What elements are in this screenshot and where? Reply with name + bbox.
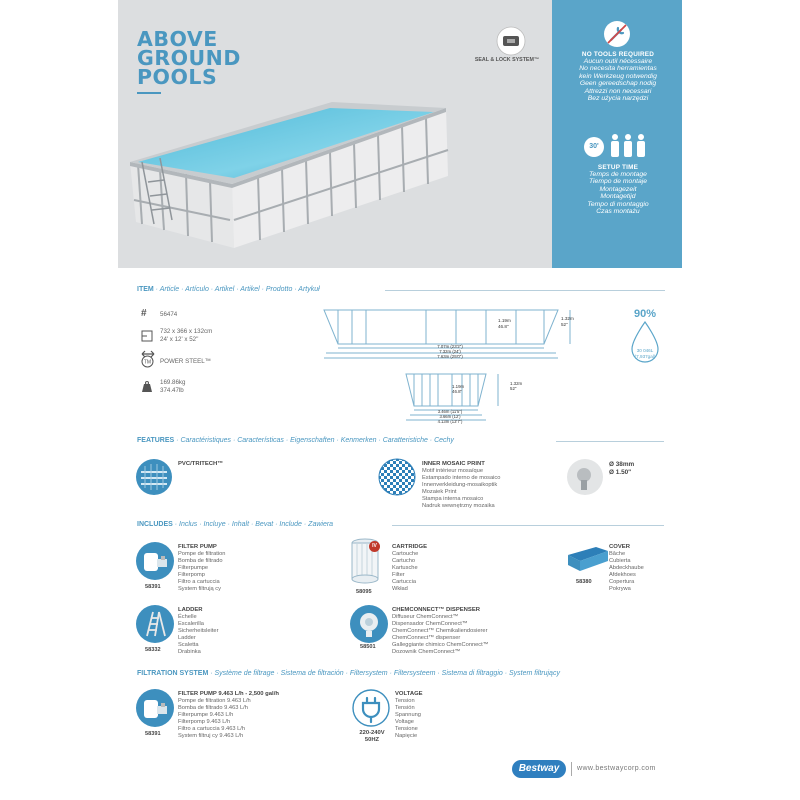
power-plug-icon [351, 688, 391, 728]
cover-code: 58380 [576, 579, 592, 585]
bottom-outer-height: 1.32m 52" [510, 381, 523, 392]
cartridge-title: CARTRIDGE [392, 544, 428, 550]
top-widths: 7.07m (23'2") 7.32m (24') 7.63m (25'0") [437, 344, 463, 359]
features-header-rule [556, 441, 664, 442]
chemconnect-dispenser-image [349, 604, 389, 644]
no-tools-block: NO TOOLS REQUIRED Aucun outil nécessaire No necesita herramientas kein Werkzeug notwendig Geen gereedschap nodig Attrezzi non necessari Bez użycia narzędzi [579, 51, 657, 103]
bestway-logo: Bestway [512, 760, 566, 778]
filtration-pump-title: FILTER PUMP 9.463 L/h - 2,500 gal/h [178, 691, 279, 697]
mosaic-translations: Motif intérieur mosaïque Estampado interno de mosaico Innenverkleidung-mosaikoptik Mozaiek Print Stampa interna mosaico Nadruk wewnętrzny mozaika [422, 468, 501, 509]
footer-divider [571, 762, 572, 776]
ladder-translations: Échelle Escalerilla Sicherheitsleiter Ladder Scaletta Drabinka [178, 614, 219, 655]
mosaic-title: INNER MOSAIC PRINT [422, 461, 485, 467]
trademark-icon [141, 355, 154, 368]
fill-percentage: 90% [634, 308, 657, 320]
filter-pump-translations: Pompe de filtration Bomba de filtrado Filterpumpe Filterpomp Filtro a cartuccia System filtrują cy [178, 551, 226, 592]
ladder-code: 58332 [145, 647, 161, 653]
cover-title: COVER [609, 544, 630, 550]
pvc-title: PVC/TRITECH™ [178, 461, 224, 467]
item-weight: 169.86kg 374.47lb [160, 379, 186, 394]
filtration-section-header: FILTRATION SYSTEM · Système de filtrage · Sistema de filtración · Filtersystem · Filtersysteem · Sistema di filtraggio · System filtrujący [137, 670, 560, 677]
item-dimensions: 732 x 366 x 132cm 24' x 12' x 52'' [160, 328, 213, 343]
ladder-title: LADDER [178, 607, 203, 613]
chemconnect-code: 58501 [360, 644, 376, 650]
hero-title: ABOVE GROUND POOLS [137, 27, 241, 89]
bottom-inner-height: 1.19m 46.8" [452, 384, 465, 395]
cover-image [566, 543, 610, 577]
pool-illustration [130, 100, 450, 260]
filtration-pump-image [135, 688, 175, 728]
title-underline [137, 92, 161, 94]
filtration-pump-code: 58391 [145, 731, 161, 737]
includes-header-rule [392, 525, 664, 526]
cartridge-code: 58095 [356, 589, 372, 595]
people-icon [608, 133, 648, 159]
item-section-header: ITEM · Article · Artículo · Artikel · Artikel · Prodotto · Artykuł [137, 286, 320, 293]
setup-time-badge: 30' [584, 137, 604, 157]
item-header-rule [385, 290, 665, 291]
pvc-material-image [135, 458, 173, 496]
top-inner-height: 1.19m 46.8" [498, 318, 511, 329]
no-tools-icon [603, 20, 631, 48]
chemconnect-translations: Diffuseur ChemConnect™ Dispensador ChemConnect™ ChemConnect™ Chemikaliendosierer ChemConnect™ dispenser Galleggiante chimico ChemConnect™ Dozownik ChemConnect™ [392, 614, 489, 655]
fill-volume: 30 046L (7,937gal) [634, 348, 656, 359]
item-number: 56474 [160, 311, 178, 318]
valve-diameter: Ø 38mm Ø 1.50" [609, 461, 635, 476]
weight-icon [141, 381, 153, 393]
seal-lock-icon [496, 26, 526, 56]
filter-pump-title: FILTER PUMP [178, 544, 217, 550]
chemconnect-title: CHEMCONNECT™ DISPENSER [392, 607, 481, 613]
features-section-header: FEATURES · Caractéristiques · Características · Eigenschaften · Kenmerken · Caratteristiche · Cechy [137, 437, 454, 444]
cartridge-translations: Cartouche Cartucho Kartusche Filter Cartuccia Wkład [392, 551, 419, 592]
filtration-pump-translations: Pompe de filtration 9.463 L/h Bomba de filtrado 9.463 L/h Filterpumpe 9.463 L/h Filterpomp 9.463 L/h Filtro a cartuccia 9.463 L/h System filtruj cy 9.463 L/h [178, 698, 251, 739]
voltage-title: VOLTAGE [395, 691, 423, 697]
ladder-image [135, 604, 175, 644]
bottom-widths: 3.46m (11'5") 3.66m (12') 4.13m (13'7") [437, 409, 463, 424]
voltage-translations: Tension Tensión Spannung Voltage Tensione Napięcie [395, 698, 421, 739]
voltage-value: 220-240V 50HZ [359, 730, 385, 743]
setup-time-block: SETUP TIME Temps de montage Tiempo de montaje Montagezeit Montagetijd Tempo di montaggio Czas montażu [587, 164, 649, 216]
ruler-icon [141, 330, 153, 342]
website-link[interactable]: www.bestwaycorp.com [577, 765, 656, 772]
cover-translations: Bâche Cubierta Abdeckhaube Afdekhoes Copertura Pokrywa [609, 551, 644, 592]
filter-pump-image [135, 541, 175, 581]
mosaic-print-image [378, 458, 416, 496]
filter-pump-code: 58391 [145, 584, 161, 590]
hash-icon: # [141, 308, 147, 319]
top-outer-height: 1.32m 52" [561, 316, 574, 327]
drain-valve-image [566, 458, 604, 496]
cartridge-type-badge: IV [369, 541, 380, 552]
svg-text:TM: TM [143, 359, 152, 366]
frame-type: POWER STEEL™ [160, 358, 211, 365]
seal-lock-label: SEAL & LOCK SYSTEM™ [474, 57, 540, 63]
includes-section-header: INCLUDES · Inclus · Incluye · Inhalt · Bevat · Include · Zawiera [137, 521, 334, 528]
